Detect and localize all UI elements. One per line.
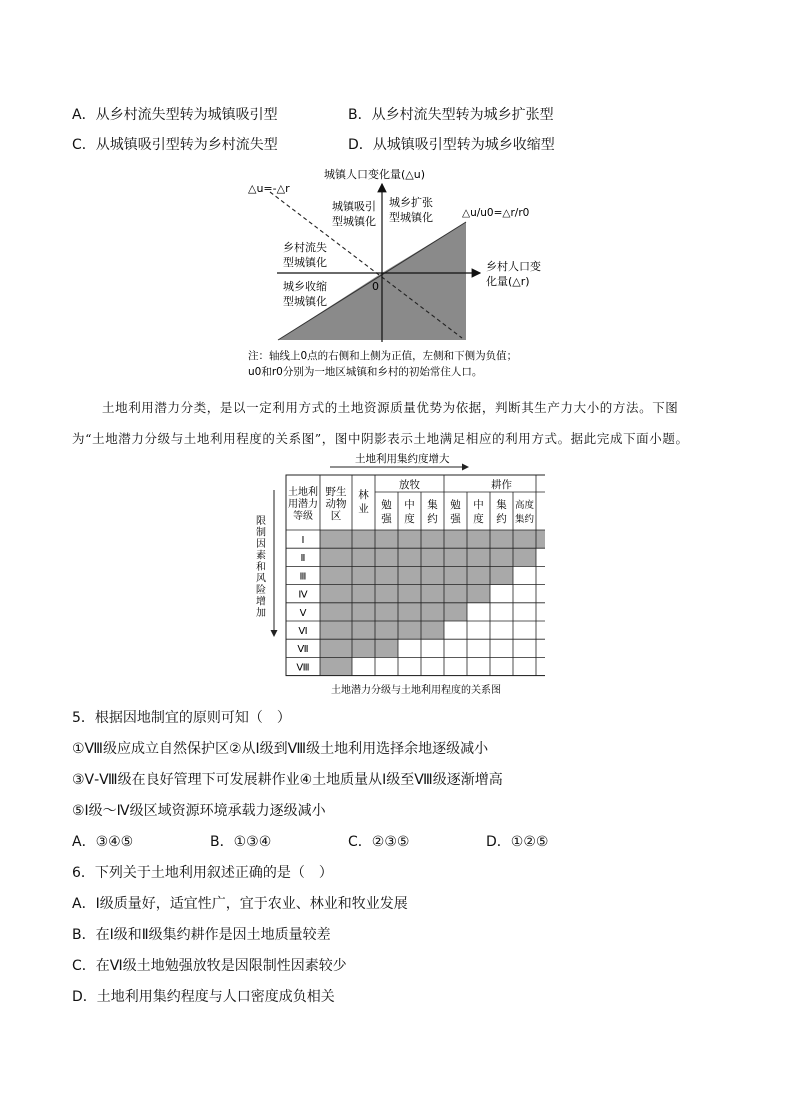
shaded-cell (421, 530, 444, 548)
risk-arrow-label-char: 和 (256, 562, 266, 573)
q4-option-a: A．从乡村流失型转为城镇吸引型 (72, 107, 278, 123)
shaded-cell (320, 657, 352, 675)
shaded-cell (421, 621, 444, 639)
shaded-cell (421, 548, 444, 566)
q6-stem: 6．下列关于土地利用叙述正确的是（ ） (72, 865, 333, 881)
shaded-cell (398, 585, 421, 603)
shaded-cell (467, 585, 490, 603)
risk-arrow-label-char: 制 (256, 527, 266, 539)
risk-arrow-label-char: 风 (256, 573, 266, 585)
shaded-cell (467, 530, 490, 548)
shaded-cell (398, 566, 421, 584)
sub-header-text: 集 (496, 499, 507, 511)
risk-arrow-label-char: 险 (256, 585, 266, 596)
intro-paragraph-line1: 土地利用潜力分类，是以一定利用方式的土地资源质量优势为依据，判断其生产力大小的方法。下图 (102, 400, 679, 415)
shaded-cell (375, 603, 398, 621)
sub-header-text: 集 (427, 499, 438, 511)
shaded-cell (375, 566, 398, 584)
origin-label: 0 (372, 280, 379, 293)
shaded-cell (536, 530, 545, 548)
risk-arrow-label (256, 515, 266, 619)
shaded-cell (467, 548, 490, 566)
shaded-cell (375, 548, 398, 566)
shaded-cell (320, 566, 352, 584)
shaded-cell (375, 639, 398, 657)
grade-header-text: 土地利 (288, 487, 318, 498)
land-potential-diagram (255, 450, 545, 700)
shaded-cell (352, 548, 375, 566)
shaded-cell (444, 603, 467, 621)
q6-option-b: B．在Ⅰ级和Ⅱ级集约耕作是因土地质量较差 (72, 927, 331, 943)
quadrant-city-attract-1: 城镇吸引 (332, 200, 376, 213)
sub-header-text: 约 (427, 513, 438, 525)
sub-header-text: 约 (496, 513, 507, 525)
shaded-cell (320, 548, 352, 566)
shaded-cell (320, 621, 352, 639)
sub-header-text: 勉 (450, 499, 461, 511)
forestry-header-text: 业 (358, 503, 369, 515)
shaded-cell (513, 548, 536, 566)
q6-option-c: C．在Ⅵ级土地勉强放牧是因限制性因素较少 (72, 958, 347, 974)
quadrant-rural-loss-1: 乡村流失 (283, 241, 327, 254)
sub-header-text: 度 (404, 513, 415, 525)
shaded-cell (421, 603, 444, 621)
grade-label: Ⅲ (299, 571, 307, 583)
q5-statement-3: ⑤Ⅰ级～Ⅳ级区域资源环境承载力逐级减小 (72, 803, 326, 819)
risk-arrow-label-char: 因 (256, 539, 266, 550)
shaded-cell (444, 530, 467, 548)
figure-note-line2: u0和r0分别为一地区城镇和乡村的初始常住人口。 (248, 366, 483, 378)
sub-header-text: 中 (473, 499, 484, 511)
sub-header-text: 勉 (381, 499, 392, 511)
shaded-cell (352, 530, 375, 548)
sub-header-text: 强 (381, 513, 392, 525)
shaded-cell (375, 621, 398, 639)
q5-option-c: C．②③⑤ (348, 834, 410, 850)
quadrant-rural-loss-2: 型城镇化 (283, 256, 327, 269)
shaded-cell (352, 621, 375, 639)
quadrant-expand-2: 型城镇化 (389, 211, 433, 224)
shaded-cell (320, 603, 352, 621)
shaded-cell (421, 585, 444, 603)
quadrant-expand-1: 城乡扩张 (389, 196, 433, 209)
quadrant-shrink-1: 城乡收缩 (283, 280, 327, 293)
grade-header-text: 用潜力 (288, 499, 318, 510)
figure-note-line1: 注：轴线上0点的右侧和上侧为正值，左侧和下侧为负值； (248, 350, 518, 362)
shaded-cell (398, 530, 421, 548)
shaded-cell (490, 566, 513, 584)
shaded-cell (490, 548, 513, 566)
intensity-arrow-label: 土地利用集约度增大 (355, 453, 450, 465)
ratio-line-label: △u/u0=△r/r0 (462, 207, 530, 219)
grade-header-text: 等级 (293, 511, 313, 522)
risk-arrow-label-char: 素 (256, 550, 266, 562)
shaded-cell (467, 566, 490, 584)
q5-statement-1: ①Ⅷ级应成立自然保护区②从Ⅰ级到Ⅷ级土地利用选择余地逐级减小 (72, 741, 489, 757)
q6-option-a: A．Ⅰ级质量好，适宜性广，宜于农业、林业和牧业发展 (72, 896, 408, 912)
risk-arrow-label-char: 限 (256, 516, 266, 527)
shaded-cell (444, 566, 467, 584)
quadrant-shrink-2: 型城镇化 (283, 295, 327, 308)
shaded-cell (352, 603, 375, 621)
grade-label: Ⅵ (298, 626, 308, 637)
risk-arrow-label-char: 加 (256, 608, 266, 619)
x-axis-label-line1: 乡村人口变 (486, 260, 541, 273)
forestry-header-text: 林 (358, 489, 369, 501)
shaded-cell (444, 548, 467, 566)
risk-arrow-label-char: 增 (256, 596, 266, 608)
q5-stem: 5．根据因地制宜的原则可知（ ） (72, 710, 291, 726)
urbanization-type-diagram (230, 160, 580, 382)
shaded-cell (444, 585, 467, 603)
sub-header-text: 强 (450, 513, 461, 525)
q6-option-d: D．土地利用集约程度与人口密度成负相关 (72, 989, 335, 1005)
q5-option-a: A．③④⑤ (72, 834, 134, 850)
figure-caption: 土地潜力分级与土地利用程度的关系图 (331, 685, 501, 696)
wildlife-header-text: 野生 (325, 486, 347, 498)
shaded-cell (352, 585, 375, 603)
wildlife-header-text: 动物 (325, 498, 347, 510)
q5-statement-2: ③Ⅴ-Ⅷ级在良好管理下可发展耕作业④土地质量从Ⅰ级至Ⅷ级逐渐增高 (72, 772, 503, 788)
tillage-group-header: 耕作 (491, 479, 512, 491)
shaded-region-right (382, 222, 466, 340)
shaded-cell (320, 585, 352, 603)
sub-header-text: 中 (404, 499, 415, 511)
q4-option-d: D．从城镇吸引型转为城乡收缩型 (348, 137, 555, 153)
q4-option-c: C．从城镇吸引型转为乡村流失型 (72, 137, 278, 153)
grazing-group-header: 放牧 (399, 479, 420, 491)
y-axis-label: 城镇人口变化量(△u) (324, 168, 426, 181)
sub-header-text: 度 (473, 513, 484, 525)
quadrant-city-attract-2: 型城镇化 (332, 215, 376, 228)
shaded-cell (352, 566, 375, 584)
q5-option-d: D．①②⑤ (486, 834, 549, 850)
grade-label: Ⅳ (298, 589, 308, 601)
grade-label: Ⅴ (299, 607, 307, 619)
shaded-cell (421, 566, 444, 584)
shaded-cell (398, 548, 421, 566)
shaded-cell (320, 639, 352, 657)
grade-label: Ⅷ (296, 662, 310, 674)
shaded-cell (375, 585, 398, 603)
q4-option-b: B．从乡村流失型转为城乡扩张型 (348, 107, 554, 123)
shaded-cell (398, 603, 421, 621)
grade-label: Ⅰ (301, 535, 305, 546)
negative-line-label: △u=-△r (248, 182, 290, 195)
intro-paragraph-line2: 为“土地潜力分级与土地利用程度的关系图”，图中阴影表示土地满足相应的利用方式。据此完成下面小题。 (72, 431, 689, 446)
q5-option-b: B．①③④ (210, 834, 272, 850)
shaded-cell (375, 530, 398, 548)
sub-header-text: 集约 (514, 514, 535, 525)
wildlife-header-text: 区 (330, 510, 342, 522)
shaded-cell (398, 621, 421, 639)
shaded-cell (352, 639, 375, 657)
shaded-cell (513, 530, 536, 548)
shaded-cell (490, 530, 513, 548)
sub-header-text: 高度 (514, 500, 535, 511)
grade-label: Ⅶ (297, 644, 309, 656)
shaded-cell (320, 530, 352, 548)
x-axis-label-line2: 化量(△r) (486, 275, 530, 288)
grade-label: Ⅱ (300, 553, 306, 565)
